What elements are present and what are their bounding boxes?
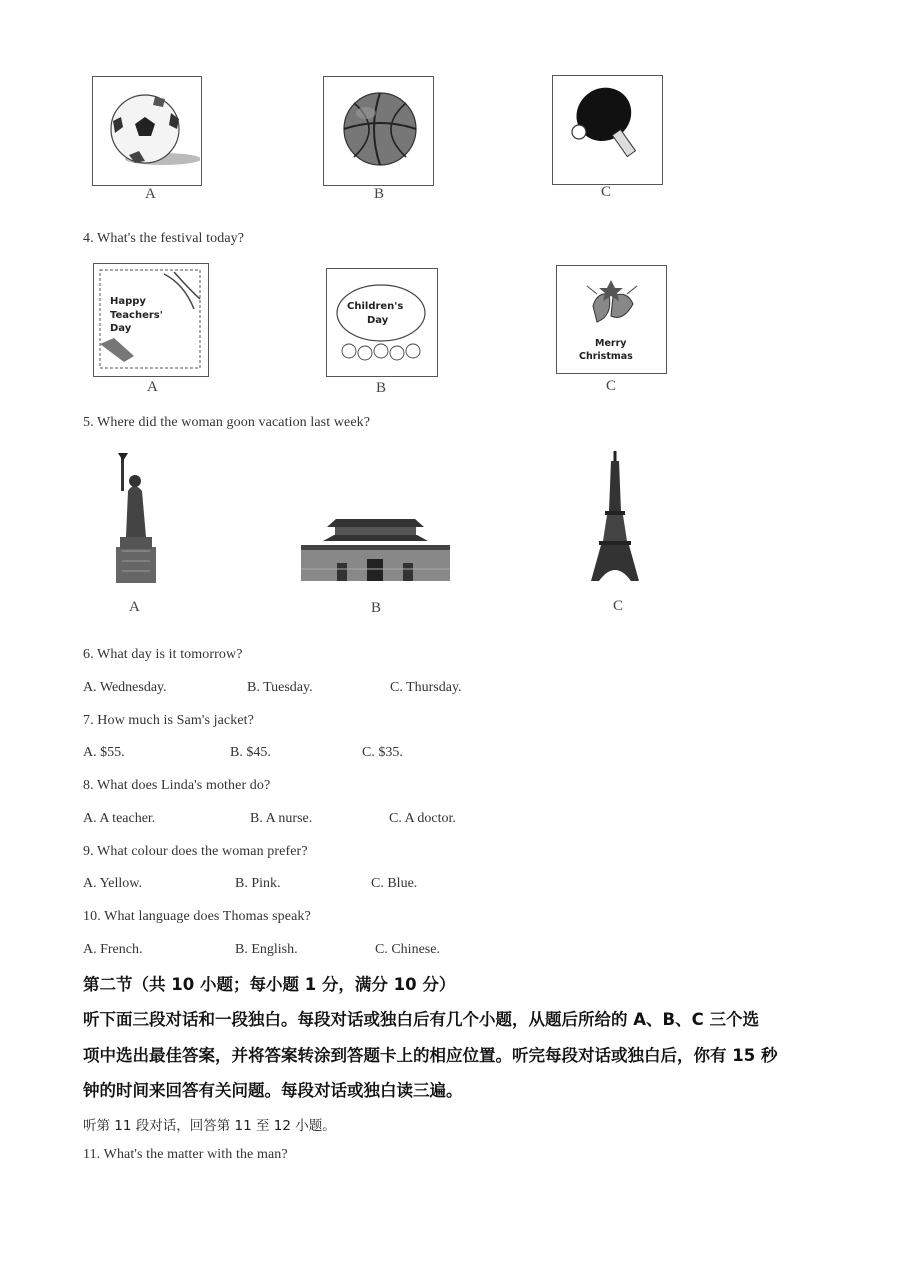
option-label-c: C <box>601 184 612 200</box>
picture-b-basketball <box>323 76 434 186</box>
question-8: 8. What does Linda's mother do? <box>83 778 271 793</box>
card-b-line-2: Day <box>367 315 389 326</box>
q9-option-a: A. Yellow. <box>83 876 142 891</box>
option-label-b: B <box>371 600 382 616</box>
card-c-line-1: Merry <box>595 338 627 349</box>
question-11: 11. What's the matter with the man? <box>83 1147 288 1162</box>
question-9: 9. What colour does the woman prefer? <box>83 844 308 859</box>
section-2-instructions-line-2: 项中选出最佳答案，并将答案转涂到答题卡上的相应位置。听完每段对话或独白后，你有 15 秒 <box>83 1046 778 1065</box>
q10-option-c: C. Chinese. <box>375 942 440 957</box>
q9-option-c: C. Blue. <box>371 876 418 891</box>
question-10: 10. What language does Thomas speak? <box>83 909 311 924</box>
card-c-line-2: Christmas <box>579 351 633 362</box>
picture-b-childrens-day-card <box>326 268 438 377</box>
soccer-ball-icon <box>93 77 200 184</box>
dialogue-note: 听第 11 段对话，回答第 11 至 12 小题。 <box>83 1118 336 1134</box>
q6-option-a: A. Wednesday. <box>83 680 167 695</box>
option-label-a: A <box>129 599 140 615</box>
picture-a-teachers-day-card <box>93 263 209 377</box>
q7-option-b: B. $45. <box>230 745 271 760</box>
section-2-instructions-line-1: 听下面三段对话和一段独白。每段对话或独白后有几个小题，从题后所给的 A、B、C 三个选 <box>83 1010 759 1029</box>
q8-option-a: A. A teacher. <box>83 811 156 826</box>
card-b-line-1: Children's <box>347 301 404 312</box>
question-7: 7. How much is Sam's jacket? <box>83 713 254 728</box>
picture-c-christmas-card <box>556 265 667 374</box>
picture-c-ping-pong <box>552 75 663 185</box>
option-label-b: B <box>376 380 387 396</box>
question-5: 5. Where did the woman goon vacation last week? <box>83 415 371 430</box>
eiffel-tower-icon <box>587 451 643 582</box>
card-a-line-3: Day <box>110 323 132 334</box>
option-label-b: B <box>374 186 385 202</box>
statue-of-liberty-icon <box>108 451 164 585</box>
q6-option-c: C. Thursday. <box>390 680 462 695</box>
q7-option-c: C. $35. <box>362 745 403 760</box>
q7-option-a: A. $55. <box>83 745 125 760</box>
ping-pong-paddle-icon <box>553 76 661 183</box>
q8-option-c: C. A doctor. <box>389 811 456 826</box>
option-label-a: A <box>145 186 156 202</box>
q6-option-b: B. Tuesday. <box>247 680 313 695</box>
section-2-heading: 第二节（共 10 小题；每小题 1 分，满分 10 分） <box>83 975 456 994</box>
picture-a-soccer <box>92 76 202 186</box>
basketball-icon <box>324 77 432 184</box>
section-2-instructions-line-3: 钟的时间来回答有关问题。每段对话或独白读三遍。 <box>83 1081 463 1100</box>
question-4: 4. What's the festival today? <box>83 231 245 246</box>
card-a-line-1: Happy <box>110 296 146 307</box>
option-label-c: C <box>606 378 617 394</box>
q10-option-a: A. French. <box>83 942 143 957</box>
question-6: 6. What day is it tomorrow? <box>83 647 243 662</box>
option-label-a: A <box>147 379 158 395</box>
card-a-line-2: Teachers' <box>110 310 163 321</box>
tiananmen-icon <box>297 519 454 583</box>
q9-option-b: B. Pink. <box>235 876 281 891</box>
option-label-c: C <box>613 598 624 614</box>
q8-option-b: B. A nurse. <box>250 811 313 826</box>
q10-option-b: B. English. <box>235 942 298 957</box>
